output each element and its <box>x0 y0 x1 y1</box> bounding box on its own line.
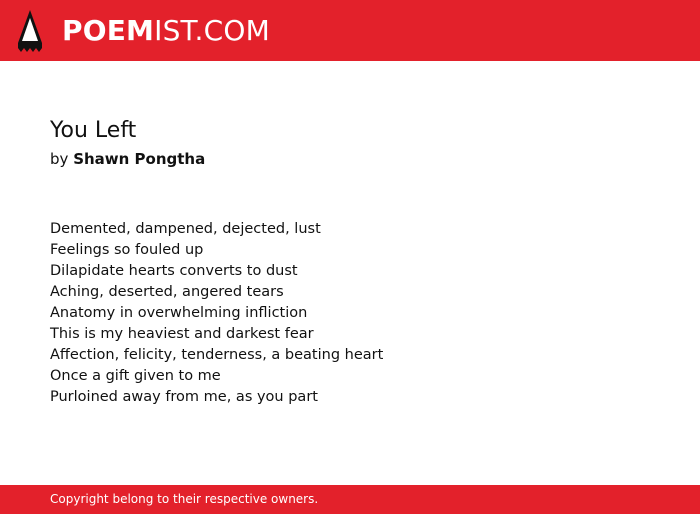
poem-line: Demented, dampened, dejected, lust <box>50 221 321 237</box>
brand-bold-text: POEM <box>62 14 155 47</box>
poem-line: Aching, deserted, angered tears <box>50 284 284 300</box>
poem-line: Feelings so fouled up <box>50 242 204 258</box>
poem-body <box>50 219 650 408</box>
pencil-icon <box>18 10 42 52</box>
poem-line: Anatomy in overwhelming infliction <box>50 305 308 321</box>
poem-line: Affection, felicity, tenderness, a beating heart <box>50 347 384 363</box>
poem-line: Once a gift given to me <box>50 368 221 384</box>
site-logo-link[interactable] <box>18 10 270 52</box>
site-footer <box>0 485 700 514</box>
poem-byline <box>50 149 650 169</box>
author-link[interactable]: Shawn Pongtha <box>73 150 206 168</box>
brand-light-text: IST.COM <box>154 14 270 47</box>
poem-heading <box>50 116 650 169</box>
poem-line: Purloined away from me, as you part <box>50 389 318 405</box>
by-label: by <box>50 150 69 168</box>
site-header <box>0 0 700 61</box>
poem-line: This is my heaviest and darkest fear <box>50 326 314 342</box>
copyright-text: Copyright belong to their respective owners. <box>50 492 319 506</box>
poem-line: Dilapidate hearts converts to dust <box>50 263 298 279</box>
site-brand-name <box>62 10 270 52</box>
poem-title: You Left <box>50 118 137 143</box>
